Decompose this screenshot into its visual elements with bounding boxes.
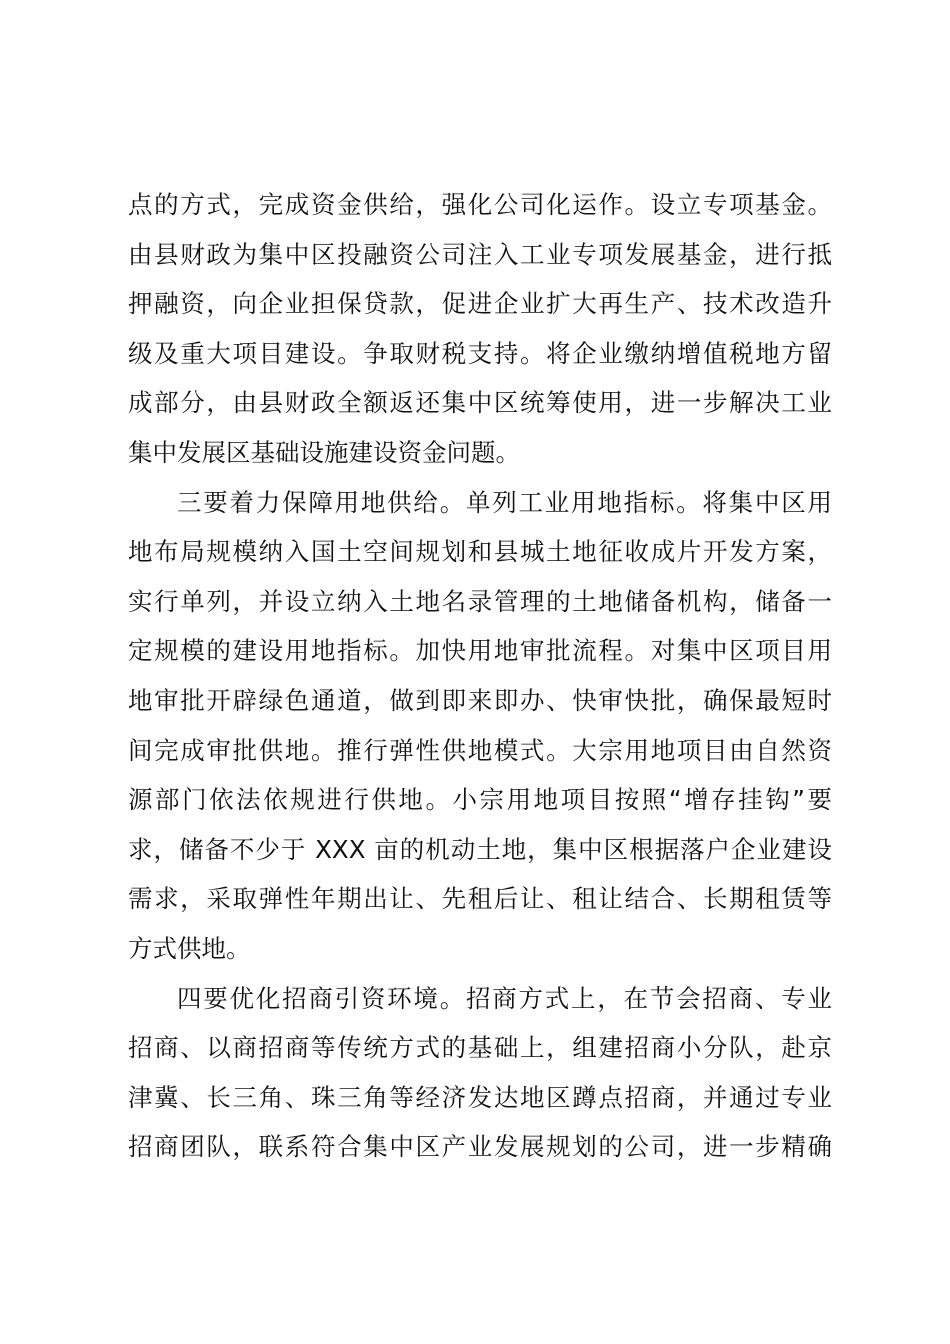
text-line: 地审批开辟绿色通道，做到即来即办、快审快批，确保最短时 — [128, 685, 832, 715]
text-line: 成部分，由县财政全额返还集中区统筹使用，进一步解决工业 — [128, 388, 832, 418]
text-line: 集中发展区基础设施建设资金问题。 — [128, 437, 520, 467]
text-line: 实行单列，并设立纳入土地名录管理的土地储备机构，储备一 — [128, 586, 832, 616]
text-line: 押融资，向企业担保贷款，促进企业扩大再生产、技术改造升 — [128, 289, 832, 319]
text-line: 三要着力保障用地供给。单列工业用地指标。将集中区用 — [177, 487, 832, 517]
paragraph-investment-environment — [128, 974, 832, 1172]
text-line: 四要优化招商引资环境。招商方式上，在节会招商、专业 — [177, 983, 832, 1013]
text-line: 源部门依法依规进行供地。小宗用地项目按照“增存挂钩”要 — [128, 785, 832, 815]
text-line: 地布局规模纳入国土空间规划和县城土地征收成片开发方案， — [128, 537, 832, 567]
text-line: 需求，采取弹性年期出让、先租后让、租让结合、长期租赁等 — [128, 884, 832, 914]
text-line: 由县财政为集中区投融资公司注入工业专项发展基金，进行抵 — [128, 239, 832, 269]
paragraph-land-supply — [128, 478, 832, 974]
text-line: 招商团队，联系符合集中区产业发展规划的公司，进一步精确 — [128, 1132, 832, 1162]
text-line: 津冀、长三角、珠三角等经济发达地区蹲点招商，并通过专业 — [128, 1082, 832, 1112]
text-line: 级及重大项目建设。争取财税支持。将企业缴纳增值税地方留 — [128, 338, 832, 368]
text-line: 方式供地。 — [128, 933, 251, 963]
text-line: 求，储备不少于 XXX 亩的机动土地，集中区根据落户企业建设 — [128, 834, 832, 864]
text-line: 间完成审批供地。推行弹性供地模式。大宗用地项目由自然资 — [128, 735, 832, 765]
paragraph-fund-supply — [128, 180, 832, 478]
document-body — [128, 180, 832, 1172]
text-line: 定规模的建设用地指标。加快用地审批流程。对集中区项目用 — [128, 636, 832, 666]
text-line: 点的方式，完成资金供给，强化公司化运作。设立专项基金。 — [128, 190, 832, 219]
text-line: 招商、以商招商等传统方式的基础上，组建招商小分队，赴京 — [128, 1033, 832, 1063]
